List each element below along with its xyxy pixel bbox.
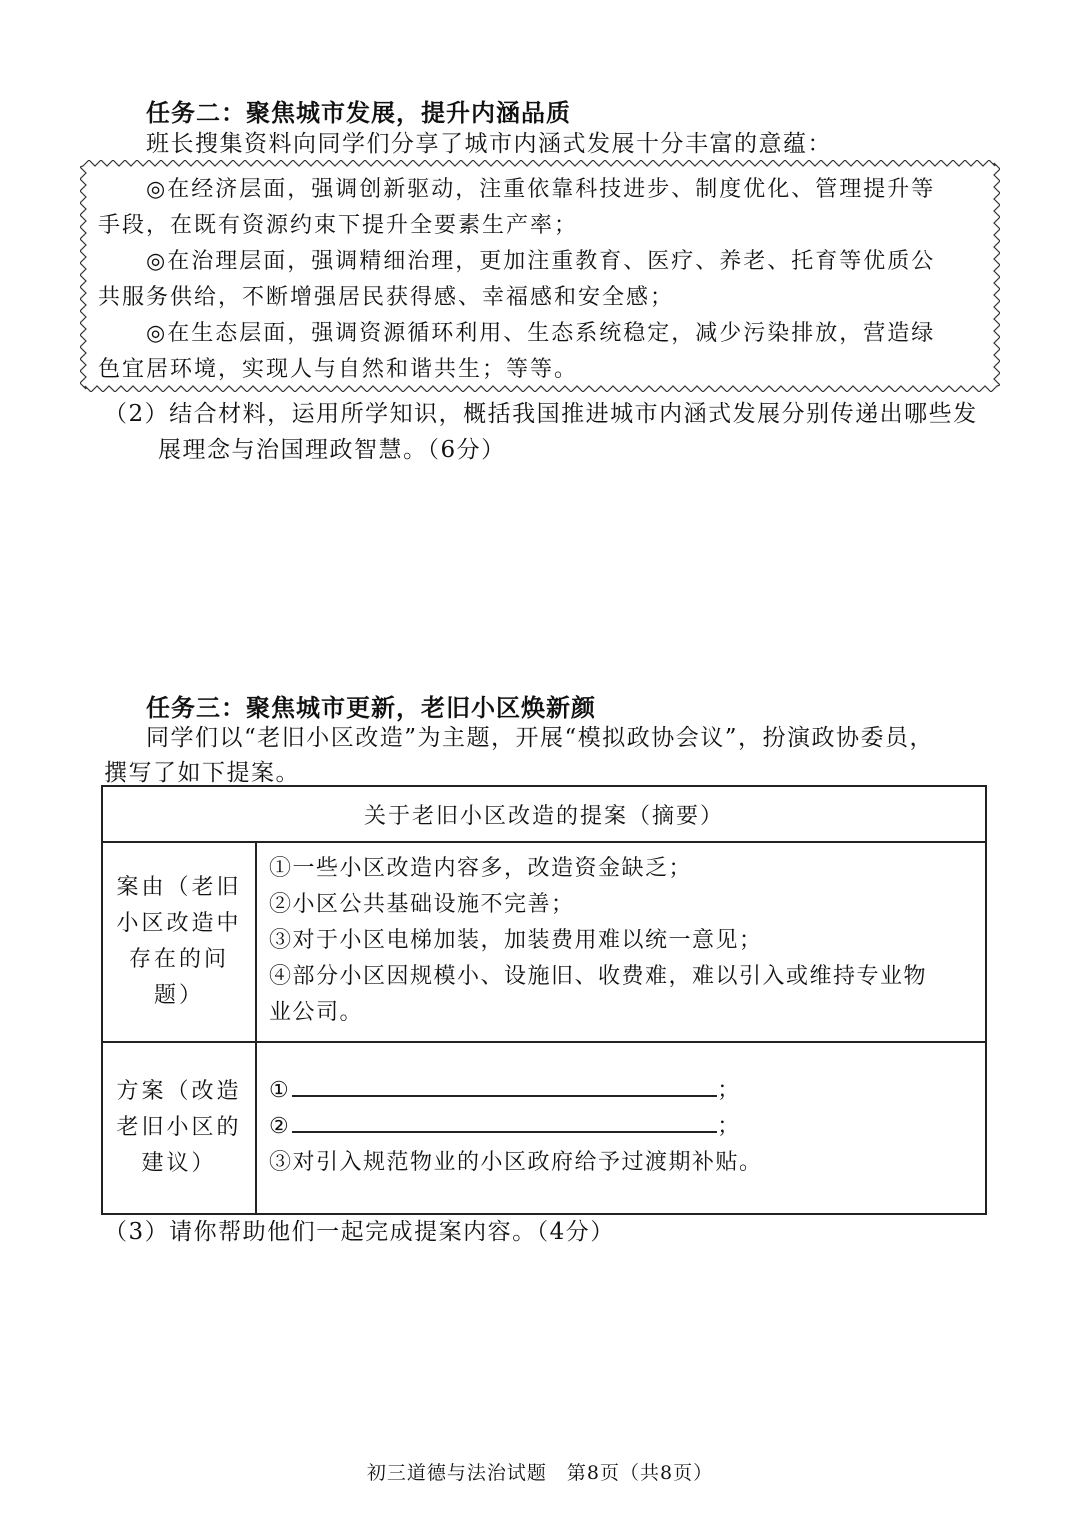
plan-item-3: ③对引入规范物业的小区政府给予过渡期补贴。 — [269, 1150, 763, 1175]
task3-intro-line2: 撰写了如下提案。 — [104, 760, 300, 786]
reason-label-line: 小区改造中 — [116, 911, 242, 936]
reason-label-line: 题） — [153, 983, 204, 1008]
material-line: 共服务供给，不断增强居民获得感、幸福感和安全感； — [98, 285, 675, 310]
material-line: ◎在生态层面，强调资源循环利用、生态系统稳定，减少污染排放，营造绿 — [146, 321, 936, 346]
reason-item: ①一些小区改造内容多，改造资金缺乏； — [269, 856, 693, 881]
plan-label — [102, 1042, 256, 1214]
task2-heading: 任务二：聚焦城市发展，提升内涵品质 — [146, 99, 571, 127]
plan-label-line: 老旧小区的 — [116, 1115, 242, 1140]
proposal-table — [101, 785, 987, 1215]
plan-item-suffix: ； — [717, 1078, 741, 1103]
plan-label-line: 方案（改造 — [116, 1079, 242, 1104]
question-2-line2: 展理念与治国理政智慧。（6分） — [158, 437, 506, 463]
plan-item-number: ② — [269, 1114, 291, 1139]
reason-label — [102, 842, 256, 1042]
reason-item: ④部分小区因规模小、设施旧、收费难，难以引入或维持专业物 — [269, 964, 928, 989]
proposal-table-title: 关于老旧小区改造的提案（摘要） — [102, 786, 986, 842]
material-line: ◎在治理层面，强调精细治理，更加注重教育、医疗、养老、托育等优质公 — [146, 249, 936, 274]
plan-item-suffix: ； — [717, 1114, 741, 1139]
plan-content — [256, 1042, 986, 1214]
task3-intro-line1: 同学们以“老旧小区改造”为主题，开展“模拟政协会议”，扮演政协委员， — [146, 725, 935, 751]
task2-intro: 班长搜集资料向同学们分享了城市内涵式发展十分丰富的意蕴： — [146, 131, 832, 157]
reason-item: ③对于小区电梯加装，加装费用难以统一意见； — [269, 928, 763, 953]
plan-item-1 — [269, 1073, 973, 1109]
answer-blank-2[interactable] — [292, 1109, 717, 1133]
reason-content — [256, 842, 986, 1042]
reason-label-line: 案由（老旧 — [116, 875, 242, 900]
material-line: 色宜居环境，实现人与自然和谐共生；等等。 — [98, 357, 579, 382]
plan-label-line: 建议） — [141, 1151, 217, 1176]
reason-item: 业公司。 — [269, 1000, 364, 1025]
question-2-line1: （2）结合材料，运用所学知识，概括我国推进城市内涵式发展分别传递出哪些发 — [104, 401, 978, 427]
page-footer: 初三道德与法治试题 第8页（共8页） — [366, 1462, 714, 1484]
reason-item: ②小区公共基础设施不完善； — [269, 892, 575, 917]
material-line: 手段，在既有资源约束下提升全要素生产率； — [98, 213, 579, 238]
plan-item-2 — [269, 1109, 973, 1145]
task3-heading: 任务三：聚焦城市更新，老旧小区焕新颜 — [146, 694, 596, 722]
question-3: （3）请你帮助他们一起完成提案内容。（4分） — [104, 1219, 615, 1245]
plan-item-number: ① — [269, 1078, 291, 1103]
answer-blank-1[interactable] — [292, 1073, 717, 1097]
reason-label-line: 存在的问 — [128, 947, 229, 972]
material-line: ◎在经济层面，强调创新驱动，注重依靠科技进步、制度优化、管理提升等 — [146, 177, 936, 202]
